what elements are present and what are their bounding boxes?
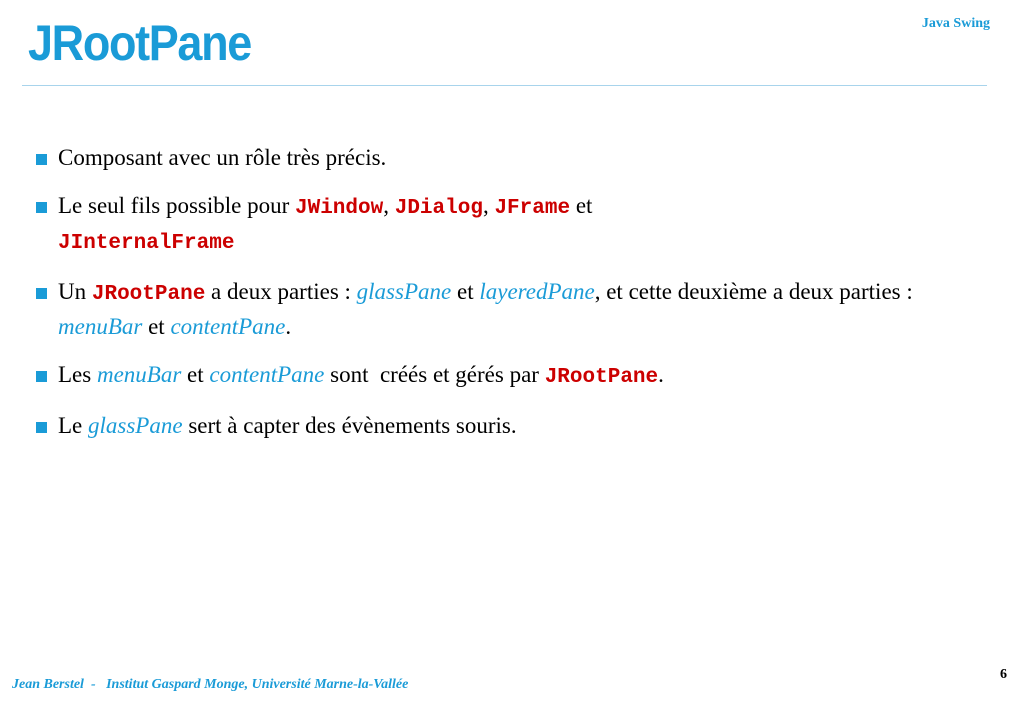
- bullet-text: et: [142, 314, 171, 339]
- bullet-text: .: [285, 314, 292, 339]
- bullet-text: sert à capter des évènements souris.: [182, 413, 517, 438]
- code-term: JFrame: [494, 197, 571, 220]
- bullet-square-icon: [36, 154, 47, 165]
- bullet-text: sont créés et gérés par: [324, 362, 545, 387]
- bullet-text: ,: [383, 193, 395, 218]
- italic-term: glassPane: [356, 279, 452, 304]
- bullet-item: [36, 142, 996, 174]
- italic-term: glassPane: [88, 413, 183, 438]
- bullet-text: Un: [58, 279, 92, 304]
- bullet-item: [36, 410, 996, 442]
- bullet-square-icon: [36, 202, 47, 213]
- code-term: JRootPane: [544, 366, 659, 389]
- page-number: 6: [1000, 667, 1007, 682]
- bullet-text: Composant avec un rôle très précis.: [58, 145, 387, 170]
- bullet-square-icon: [36, 288, 47, 299]
- italic-term: layeredPane: [479, 279, 595, 304]
- bullet-list: [36, 142, 996, 458]
- bullet-text: Les: [58, 362, 97, 387]
- bullet-square-icon: [36, 371, 47, 382]
- bullet-item: [36, 190, 996, 260]
- bullet-text: a deux parties :: [205, 279, 357, 304]
- code-term: JRootPane: [91, 283, 206, 306]
- bullet-text: et: [451, 279, 480, 304]
- italic-term: menuBar: [58, 314, 143, 339]
- bullet-text: .: [658, 362, 664, 387]
- header-tag: Java Swing: [921, 16, 990, 31]
- bullet-text: et: [570, 193, 593, 218]
- bullet-text: Le seul fils possible pour: [58, 193, 295, 218]
- title-divider: [22, 85, 987, 86]
- bullet-item: [36, 276, 996, 343]
- footer-author: Jean Berstel - Institut Gaspard Monge, Université Marne-la-Vallée: [12, 677, 409, 692]
- bullet-item: [36, 359, 996, 394]
- italic-term: contentPane: [209, 362, 325, 387]
- slide-title: JRootPane: [28, 15, 251, 71]
- bullet-text: et: [181, 362, 210, 387]
- italic-term: menuBar: [96, 362, 182, 387]
- code-term: JWindow: [295, 197, 384, 220]
- italic-term: contentPane: [170, 314, 286, 339]
- bullet-text: , et cette deuxième a deux parties :: [594, 279, 913, 304]
- code-term: JInternalFrame: [58, 232, 235, 255]
- bullet-text: Le: [58, 413, 89, 438]
- bullet-square-icon: [36, 422, 47, 433]
- code-term: JDialog: [394, 197, 483, 220]
- bullet-text: ,: [482, 193, 495, 218]
